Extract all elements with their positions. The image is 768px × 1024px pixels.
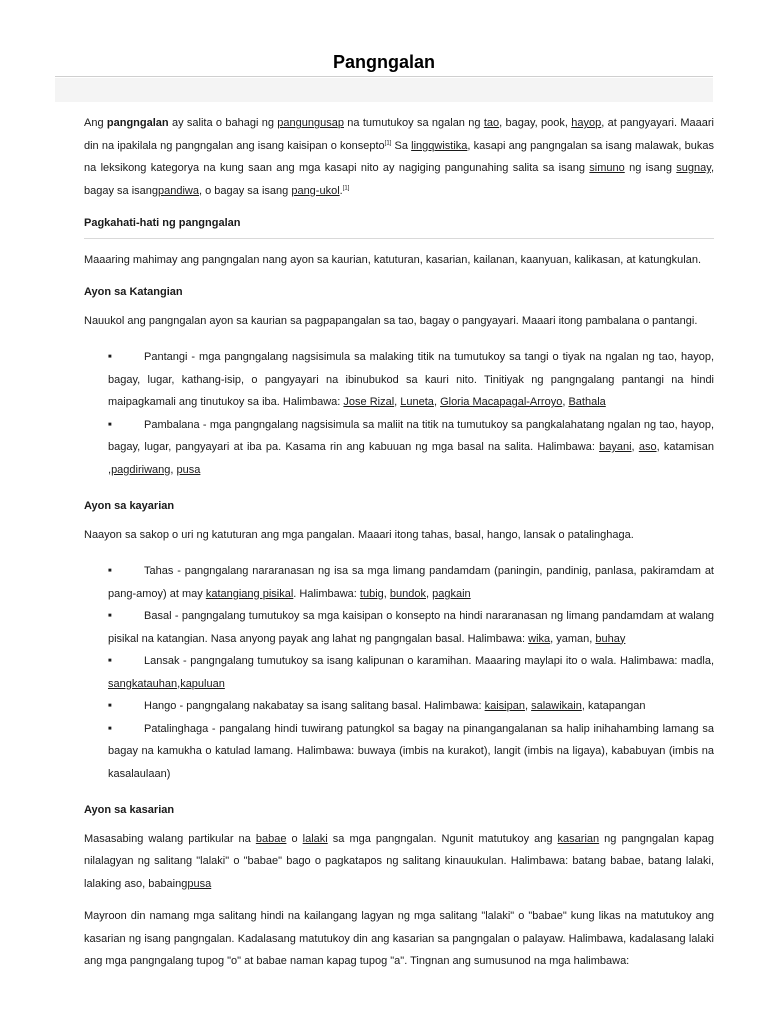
list-item-text: Hango - pangngalang nakabatay sa isang salitang basal. Halimbawa: (144, 700, 485, 712)
article-body (84, 112, 714, 973)
bullet-icon: ■ (108, 421, 112, 428)
link-example[interactable]: kapuluan (180, 677, 225, 690)
separator: , katamisan , (108, 441, 714, 476)
list-item (108, 560, 714, 605)
bullet-icon: ■ (108, 613, 112, 619)
section-paragraph: Mayroon din namang mga salitang hindi na kailangang lagyan ng mga salitang "lalaki" o "babae" kung likas na matutukoy ang kasarian ng isang pangngalan. Kadalasang matutukoy din ang kasarian sa pangngalan o palayaw. Halimbawa, kadalasang lalaki ang mga pangngalang tupog "o" at babae naman kapag tupog "a". Tingnan ang sumusunod na mga halimbawa: (84, 910, 714, 967)
link-babae[interactable]: babae (255, 832, 287, 845)
bullet-icon: ■ (108, 568, 112, 574)
separator: , (631, 441, 639, 453)
bullet-icon: ■ (108, 725, 112, 732)
link-kasarian[interactable]: kasarian (557, 832, 600, 845)
section-paragraph: Maaaring mahimay ang pangngalan nang ayon sa kaurian, katuturan, kasarian, kailanan, kaanyuan, kalikasan, at katungkulan. (84, 253, 702, 266)
link-example[interactable]: buhay (595, 632, 626, 645)
section-heading-katangian: Ayon sa Katangian (84, 286, 183, 298)
section-paragraph: Nauukol ang pangngalan ayon sa kaurian sa pagpapangalan sa tao, bagay o pangyayari. Maaari itong pambalana o pantangi. (84, 314, 698, 327)
intro-text: , kasapi ang pangngalan sa isang malawak, bukas na leksikong kategorya na kung saan ang mga kasapi nito ay nagiging pangunahing salita sa isang (84, 139, 714, 174)
intro-text: Ang (84, 117, 107, 129)
title-band (55, 78, 713, 102)
link-example[interactable]: Jose Rizal (343, 396, 395, 408)
intro-text: , bagay sa isang (84, 162, 714, 197)
separator: , (562, 396, 569, 408)
intro-text: , bagay, pook, (499, 117, 572, 129)
link-example[interactable]: bundok (389, 587, 426, 600)
paragraph-text: o (286, 832, 303, 845)
intro-text: na tumutukoy sa ngalan ng (343, 117, 484, 129)
bullet-icon: ■ (108, 658, 112, 664)
intro-text: , at pangyayari. Maaari din na ipakilala ng pangngalan ang isang kaisipan o konsepto (84, 117, 714, 152)
paragraph-text: sa mga pangngalan. Ngunit matutukoy ang (327, 832, 558, 845)
bullet-list-katangian (84, 346, 714, 481)
list-item-text: Patalinghaga - pangalang hindi tuwirang patungkol sa bagay na pinangangalanan sa halip inihahambing lamang sa bagay na kamukha o katulad lamang. Halimbawa: buwaya (imbis na kurakot), langit (imbis na ligaya), kababuyan (imbis na kasalaulaan) (108, 722, 714, 780)
link-example[interactable]: salawikain (531, 700, 582, 712)
list-item-text: Tahas - pangngalang nararanasan ng isa sa mga limang pandamdam (paningin, pandinig, panlasa, pakiramdam at pang-amoy) at may (108, 565, 714, 600)
link-example[interactable]: pusa (176, 463, 201, 476)
separator: , (383, 587, 390, 600)
list-item (108, 605, 714, 650)
separator: , (177, 677, 181, 690)
intro-text: Sa (391, 139, 412, 152)
intro-text: ng isang (624, 162, 677, 174)
page-title: Pangngalan (332, 52, 435, 72)
separator: , (170, 463, 177, 476)
link-hayop[interactable]: hayop (571, 117, 602, 129)
separator: , (426, 587, 433, 600)
intro-paragraph (84, 112, 714, 202)
link-example[interactable]: pagdiriwang (111, 463, 171, 476)
list-item-text: Pambalana - mga pangngalang nagsisimula sa maliit na titik na tumutukoy sa pangkalahatang ngalan ng tao, hayop, bagay, lugar, pangyayari at iba pa. Kasama rin ang kabuuan ng mga basal na salita. Halimbawa: (108, 418, 714, 453)
link-example[interactable]: kaisipan (484, 700, 525, 712)
link-pang-ukol[interactable]: pang-ukol (291, 184, 340, 197)
link-lingqwistika[interactable]: lingqwistika (411, 139, 468, 152)
list-item-text: Basal - pangngalang tumutukoy sa mga kaisipan o konsepto na hindi nararanasan ng limang pandamdam at walang pisikal na katangian. Nasa anyong payak ang lahat ng pangngalan basal. Halimbawa: (108, 610, 714, 645)
paragraph-text: ng pangngalan kapag nilalagyan ng salitang "lalaki" o "babae" bago o pagkatapos ng salitang kinauukulan. Halimbawa: batang babae, batang lalaki, lalaking aso, babaing (84, 832, 714, 890)
link-example[interactable]: tubig (359, 587, 384, 600)
intro-text: , o bagay sa isang (198, 184, 292, 197)
section-paragraph: Naayon sa sakop o uri ng katuturan ang mga pangalan. Maaari itong tahas, basal, hango, lansak o patalinghaga. (84, 528, 634, 541)
list-item-text: Pantangi - mga pangngalang nagsisimula sa malaking titik na tumutukoy sa tangi o tiyak na ngalan ng tao, hayop, bagay, lugar, kathang-isip, o pangyayari na ibinubukod sa kauri nito. Tinitiyak ng pangngalang pantangi na hindi maipagkamali ang tinutukoy sa iba. Halimbawa: (108, 351, 714, 408)
link-example[interactable]: sangkatauhan (108, 677, 178, 690)
link-example[interactable]: bayani (599, 441, 632, 453)
title-divider (55, 76, 713, 77)
link-example[interactable]: aso (638, 441, 657, 453)
link-tao[interactable]: tao (483, 117, 500, 129)
reference-1[interactable]: [1] (384, 139, 392, 146)
reference-2[interactable]: [1] (342, 184, 350, 191)
section-heading-pagkahati: Pagkahati-hati ng pangngalan (84, 217, 241, 229)
link-example[interactable]: pagkain (432, 587, 471, 600)
separator: , katapangan (581, 700, 646, 712)
bullet-list-kayarian (84, 560, 714, 785)
link-pandiwa[interactable]: pandiwa (158, 184, 199, 197)
link-simuno[interactable]: simuno (589, 162, 625, 174)
separator: . Halimbawa: (293, 587, 360, 600)
separator: , (524, 700, 532, 712)
list-item (108, 718, 714, 786)
section-heading-kasarian: Ayon sa kasarian (84, 804, 175, 816)
link-pangungusap[interactable]: pangungusap (277, 117, 344, 129)
paragraph-text: Masasabing walang partikular na (84, 832, 256, 845)
link-example[interactable]: Bathala (568, 396, 606, 408)
section-paragraph (84, 828, 714, 896)
term-bold: pangngalan (106, 117, 169, 129)
separator: , yaman, (550, 632, 596, 645)
section-heading-kayarian: Ayon sa kayarian (84, 500, 175, 512)
intro-text: . (339, 184, 343, 197)
list-item (108, 346, 714, 414)
separator: , (433, 396, 441, 408)
link-example[interactable]: Gloria Macapagal-Arroyo (440, 396, 563, 408)
link-example[interactable]: Luneta (400, 396, 434, 408)
list-item (108, 695, 714, 718)
intro-text: ay salita o bahagi ng (168, 117, 278, 129)
bullet-icon: ■ (108, 703, 112, 709)
link-example[interactable]: wika (528, 632, 551, 645)
link-pusa[interactable]: pusa (187, 877, 212, 890)
list-item (108, 414, 714, 482)
section-divider (84, 238, 714, 239)
link-lalaki[interactable]: lalaki (302, 832, 328, 845)
list-item-text: Lansak - pangngalang tumutukoy sa isang kalipunan o karamihan. Maaaring maylapi ito o wala. Halimbawa: madla, (144, 655, 714, 667)
separator: , (394, 396, 401, 408)
link-example[interactable]: katangiang pisikal (205, 587, 294, 600)
bullet-icon: ■ (108, 354, 112, 360)
link-sugnay[interactable]: sugnay (676, 162, 711, 174)
list-item (108, 650, 714, 695)
